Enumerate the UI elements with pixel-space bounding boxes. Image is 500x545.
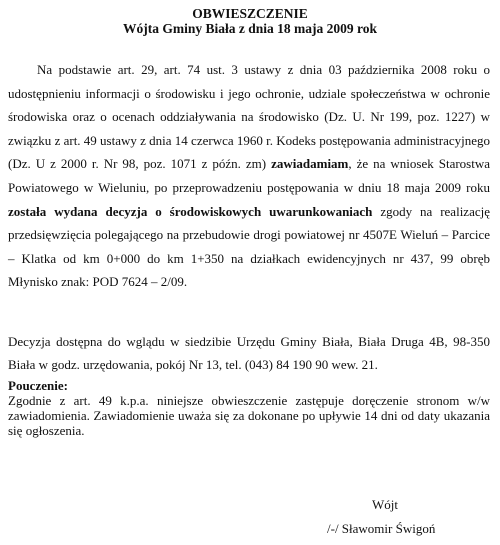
instruction-text: Zgodnie z art. 49 k.p.a. niniejsze obwieszczenie zastępuje doręczenie stronom w/w zawiadomienia. Zawiadomienie uważa się za dokonane po upływie 14 dni od daty ukazania się ogłoszenia. [8, 393, 490, 438]
main-paragraph-middle: , że na wniosek Starostwa Powiatowego w Wieluniu, po przeprowadzeniu postępowania w dniu 18 maja 2009 roku [8, 156, 490, 195]
main-paragraph [8, 58, 490, 294]
instruction-section [8, 378, 490, 438]
main-paragraph-bold-announce: zawiadamiam [271, 156, 349, 172]
signature-role: Wójt [372, 497, 398, 512]
main-paragraph-bold-decision: została wydana decyzja o środowiskowych uwarunkowaniach [8, 203, 373, 219]
document-title: OBWIESZCZENIE [192, 6, 308, 21]
main-paragraph-ending: zgody na realizację przedsięwzięcia polegającego na przebudowie drogi powiatowej nr 4507E Wieluń – Parcice – Klatka od km 0+000 do km 1+350 na działkach ewidencyjnych nr 437, 99 obręb Młynisko znak: POD 7624 – 2/09. [8, 203, 490, 290]
document-subtitle: Wójta Gminy Biała z dnia 18 maja 2009 rok [122, 21, 377, 36]
instruction-heading: Pouczenie: [8, 378, 68, 393]
signature-name: /-/ Sławomir Świgoń [327, 521, 436, 536]
main-paragraph-intro: Na podstawie art. 29, art. 74 ust. 3 ustawy z dnia 03 października 2008 roku o udostępnieniu informacji o środowisku i jego ochronie, udziale społeczeństwa w ochronie środowiska oraz o ocenach oddziaływania na środowisko (Dz. U. Nr 199, poz. 1227) w związku z art. 49 ustawy z dnia 14 czerwca 1960 r. Kodeks postępowania administracyjnego (Dz. U z 2000 r. Nr 98, poz. 1071 z późn. zm) [8, 62, 490, 172]
availability-paragraph: Decyzja dostępna do wglądu w siedzibie Urzędu Gminy Biała, Biała Druga 4B, 98-350 Biała w godz. urzędowania, pokój Nr 13, tel. (043) 84 190 90 wew. 21. [8, 334, 490, 372]
